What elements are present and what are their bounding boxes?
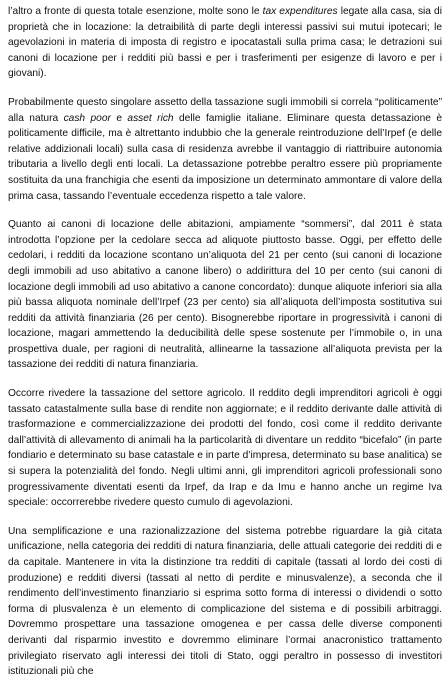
text-run: Quanto ai canoni di locazione delle abitazioni, ampiamente “sommersi”, dal 2011 è stata introdotta l’opzione per la cedolare secca ad aliquote piuttosto basse. Oggi, per effetto delle cedolari, i redditi da locazione scontano un’aliquota del 21 per cento (sui canoni di locazione degli immobili ad uso abitativo a canone libero) o addirittura del 10 per cento (sui canoni di locazione degli immobili ad uso abitativo a canone concordato): dunque aliquote inferiori sia alla più bassa aliquota nominale dell’Irpef (23 per cento) sia all’aliquota dell’imposta sostitutiva sui redditi da attività finanziaria (26 per cento). Bisognerebbe riportare in progressività i canoni di locazione, magari ammettendo la deducibilità delle spese sostenute per l’immobile o, in una prospettiva duale, per ragioni di neutralità, allinearne la tassazione all’aliquota prevista per la tassazione dei redditi di natura finanziaria. [8,219,442,371]
text-run: e [110,112,128,124]
text-run: l’altro a fronte di questa totale esenzione, molte sono le [8,6,263,17]
italic-term: cash poor [63,112,111,124]
paragraph-5 [8,524,442,680]
italic-term: asset rich [127,112,174,124]
paragraph-4 [8,386,442,511]
text-run: Probabilmente questo singolare assetto della tassazione sugli immobili si correla “politicamente” alla natura [8,96,442,124]
text-run: legate alla casa, sia di proprietà che in locazione: la detraibilità di parte degli interessi passivi sui mutui ipotecari; le agevolazioni in materia di imposta di registro e ipocatastali sulla prima casa; le detrazioni sui canoni di locazione per i redditi più bassi e per i trasferimenti per esigenze di lavoro e per i giovani). [8,6,442,80]
text-run: Una semplificazione e una razionalizzazione del sistema potrebbe riguardare la già citata unificazione, nella categoria dei redditi di natura finanziaria, delle attuali categorie dei redditi di e da capitale. Mantenere in vita la distinzione tra redditi di capitale (tassati al lordo dei costi di produzione) e redditi diversi (tassati al netto di perdite e minusvalenze), a seconda che il rendimento dell’investimento finanziario si esprima sotto forma di interessi o dividendi o sotto forma di plusvalenza è un elemento di complicazione del sistema e di possibili arbitraggi. Dovremmo prospettare una tassazione omogenea e per cassa delle diverse componenti derivanti dal risparmio investito e dovremmo eliminare l’ormai anacronistico trattamento privilegiato riservato agli interessi dei titoli di Stato, oggi peraltro in possesso di investitori istituzionali più che [8,525,442,678]
italic-term: tax expenditures [262,6,338,17]
text-run: delle famiglie italiane. Eliminare questa detassazione è politicamente difficile, ma è altrettanto indubbio che la generale reintroduzione dell’Irpef (e delle relative addizionali locali) sulla casa di residenza avrebbe il vantaggio di riattribuire autonomia tributaria a livello degli enti locali. La detassazione potrebbe peraltro essere più propriamente sostituita da una franchigia che esenti da imposizione un determinato ammontare di valore della prima casa, tassando l’eventuale eccedenza rispetto a tale valore. [8,112,442,202]
paragraph-3 [8,217,442,373]
document-page [8,4,442,680]
paragraph-1 [8,4,442,82]
text-run: Occorre rivedere la tassazione del settore agricolo. Il reddito degli imprenditori agricoli è oggi tassato catastalmente sulla base di rendite non aggiornate; e il reddito derivante dalle attività di trasformazione e commercializzazione dei prodotti del fondo, così come il reddito derivante dall’attività di allevamento di animali ha la particolarità di diventare un reddito “bicefalo” (in parte fondiario e determinato su base catastale e in parte d’impresa, determinato su base analitica) se si supera la potenzialità del fondo. Negli ultimi anni, gli imprenditori agricoli professionali sono progressivamente diventati esenti da Irpef, da Irap e da Imu e hanno anche un regime Iva speciale: occorrerebbe rivedere questo cumulo di agevolazioni. [8,388,442,509]
paragraph-2 [8,95,442,204]
